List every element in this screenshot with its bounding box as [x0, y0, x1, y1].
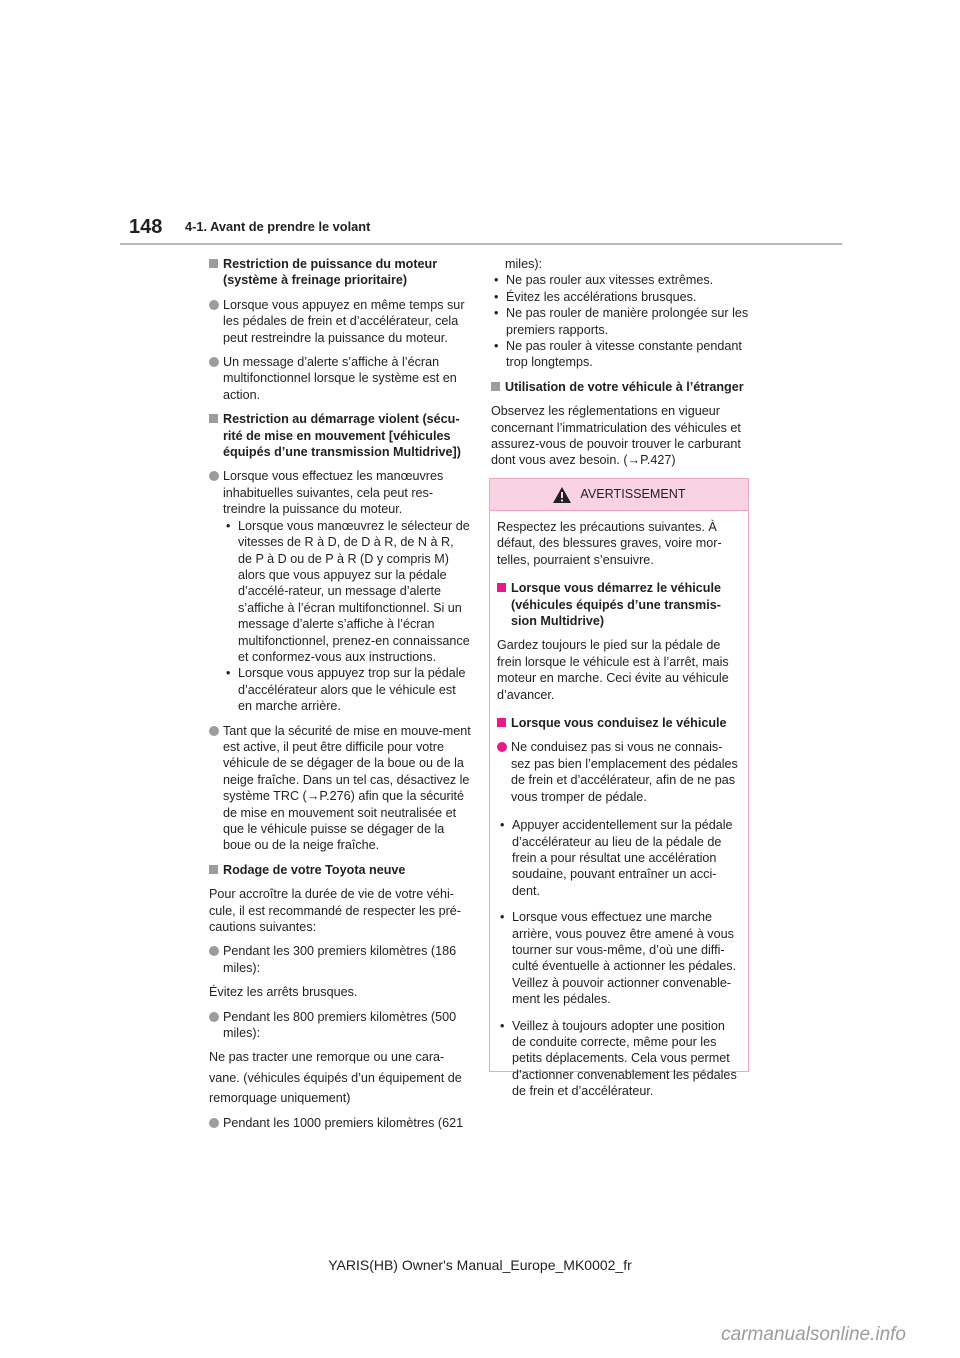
bullet-item: • Ne pas rouler aux vitesses extrêmes.: [491, 272, 753, 288]
arrow-icon: →: [306, 789, 320, 804]
section-title: 4-1. Avant de prendre le volant: [185, 219, 371, 234]
circle-item: Pendant les 1000 premiers kilomètres (621: [209, 1115, 471, 1131]
bullet-item: • Évitez les accélérations brusques.: [491, 289, 753, 305]
continuation-text: miles):: [505, 257, 543, 271]
page-reference-link[interactable]: P.427: [640, 453, 672, 468]
warning-bullet-item: • Appuyer accidentellement sur la pédale d’accélérateur au lieu de la pédale de frein a pour résultat une accélération soudaine, pouvant entraîner un acci-dent.: [497, 817, 740, 899]
text-fragment: ): [671, 453, 676, 468]
watermark: carmanualsonline.info: [721, 1324, 906, 1345]
header-divider: [120, 243, 842, 245]
heading-break-in: Rodage de votre Toyota neuve: [209, 862, 471, 878]
text-fragment: ) afin que la sécurité de mise en mouvement soit neutralisée et que le véhicule puisse se dégager de la boue ou de la neige fraîche.: [223, 789, 465, 853]
paragraph: [491, 403, 753, 469]
warning-triangle-icon: [552, 486, 572, 504]
arrow-icon: →: [627, 453, 641, 468]
warning-header: [490, 479, 748, 511]
paragraph: Pour accroître la durée de vie de votre véhi-cule, il est recommandé de respecter les pré-cautions suivantes:: [209, 887, 461, 935]
heading-power-restriction: Restriction de puissance du moteur (système à freinage prioritaire): [209, 256, 471, 289]
paragraph: vane. (véhicules équipés d’un équipement de: [209, 1070, 462, 1085]
circle-item: Un message d’alerte s’affiche à l’écran multifonctionnel lorsque le système est en action.: [209, 354, 471, 403]
warning-paragraph: Gardez toujours le pied sur la pédale de frein lorsque le véhicule est à l’arrêt, mais moteur en marche. Ceci évite au véhicule d’avancer.: [497, 638, 729, 702]
circle-item: Lorsque vous appuyez en même temps sur les pédales de frein et d’accélérateur, cela peut restreindre la puissance du moteur.: [209, 297, 471, 346]
text-fragment: Tant que la sécurité de mise en mouve-ment est active, il peut être difficile pour votre véhicule de se dégager de la boue ou de la neige fraîche. Dans un tel cas, désactivez le système TRC (: [223, 723, 471, 804]
circle-item-text: Lorsque vous effectuez les manœuvres inhabituelles suivantes, cela peut res-treindre la puissance du moteur.: [223, 469, 444, 517]
footer-manual-name: YARIS(HB) Owner's Manual_Europe_MK0002_fr: [328, 1257, 632, 1273]
paragraph: remorquage uniquement): [209, 1091, 351, 1106]
bullet-item: • Ne pas rouler à vitesse constante pendant trop longtemps.: [491, 338, 753, 371]
bullet-item: • Lorsque vous appuyez trop sur la pédale d’accélérateur alors que le véhicule est en marche arrière.: [223, 665, 471, 714]
bullet-item: • Ne pas rouler de manière prolongée sur les premiers rapports.: [491, 305, 753, 338]
page-reference-link[interactable]: P.276: [319, 789, 351, 804]
warning-intro: Respectez les précautions suivantes. À défaut, des blessures graves, voire mor-telles, pourraient s’ensuivre.: [497, 520, 722, 567]
page-number: 148: [129, 216, 163, 238]
paragraph: Évitez les arrêts brusques.: [209, 985, 358, 1000]
warning-bullet-item: • Lorsque vous effectuez une marche arrière, vous pouvez être amené à vous tourner sur vous-même, d’où une diffi-culté éventuelle à actionner les pédales. Veillez à pouvoir actionner convenable-ment les pédales.: [497, 909, 740, 1007]
warning-circle-item: Ne conduisez pas si vous ne connais-sez pas bien l’emplacement des pédales de frein et d’accélérateur, afin de ne pas vous tromper de pédale.: [497, 739, 740, 805]
warning-box: [489, 478, 749, 1099]
warning-heading-start: Lorsque vous démarrez le véhicule (véhicules équipés d’une transmis-sion Multidrive): [497, 580, 740, 629]
warning-heading-driving: Lorsque vous conduisez le véhicule: [497, 715, 740, 731]
warning-body: [490, 511, 748, 1100]
circle-item: [209, 723, 471, 854]
right-column: [491, 256, 753, 477]
circle-item: [209, 468, 471, 714]
left-column: [209, 256, 471, 1139]
circle-item: Pendant les 800 premiers kilomètres (500 miles):: [209, 1009, 471, 1042]
circle-item: Pendant les 300 premiers kilomètres (186 miles):: [209, 943, 471, 976]
warning-bullet-item: • Veillez à toujours adopter une position de conduite correcte, même pour les petits déplacements. Cela vous permet d’actionner convenablement les pédales de frein et d’accélérateur.: [497, 1018, 740, 1100]
heading-abroad: Utilisation de votre véhicule à l’étranger: [491, 379, 753, 395]
text-fragment: Observez les réglementations en vigueur concernant l’immatriculation des véhicules et assurez-vous de pouvoir trouver le carburant dont vous avez besoin. (: [491, 404, 741, 468]
bullet-item: • Lorsque vous manœuvrez le sélecteur de vitesses de R à D, de D à R, de N à R, de P à D ou de P à R (D y compris M) alors que vous appuyez sur la pédale d’accélé-rateur, un message d’alerte s’affiche à l’écran multifonctionnel. Si un message d’alerte s’affiche à l’écran multifonctionnel, prenez-en connaissance et conformez-vous aux instructions.: [223, 518, 471, 666]
warning-title: AVERTISSEMENT: [580, 487, 686, 502]
paragraph: Ne pas tracter une remorque ou une cara-: [209, 1050, 445, 1065]
heading-violent-start: Restriction au démarrage violent (sécu-rité de mise en mouvement [véhicules équipés d’une transmission Multidrive]): [209, 411, 471, 460]
